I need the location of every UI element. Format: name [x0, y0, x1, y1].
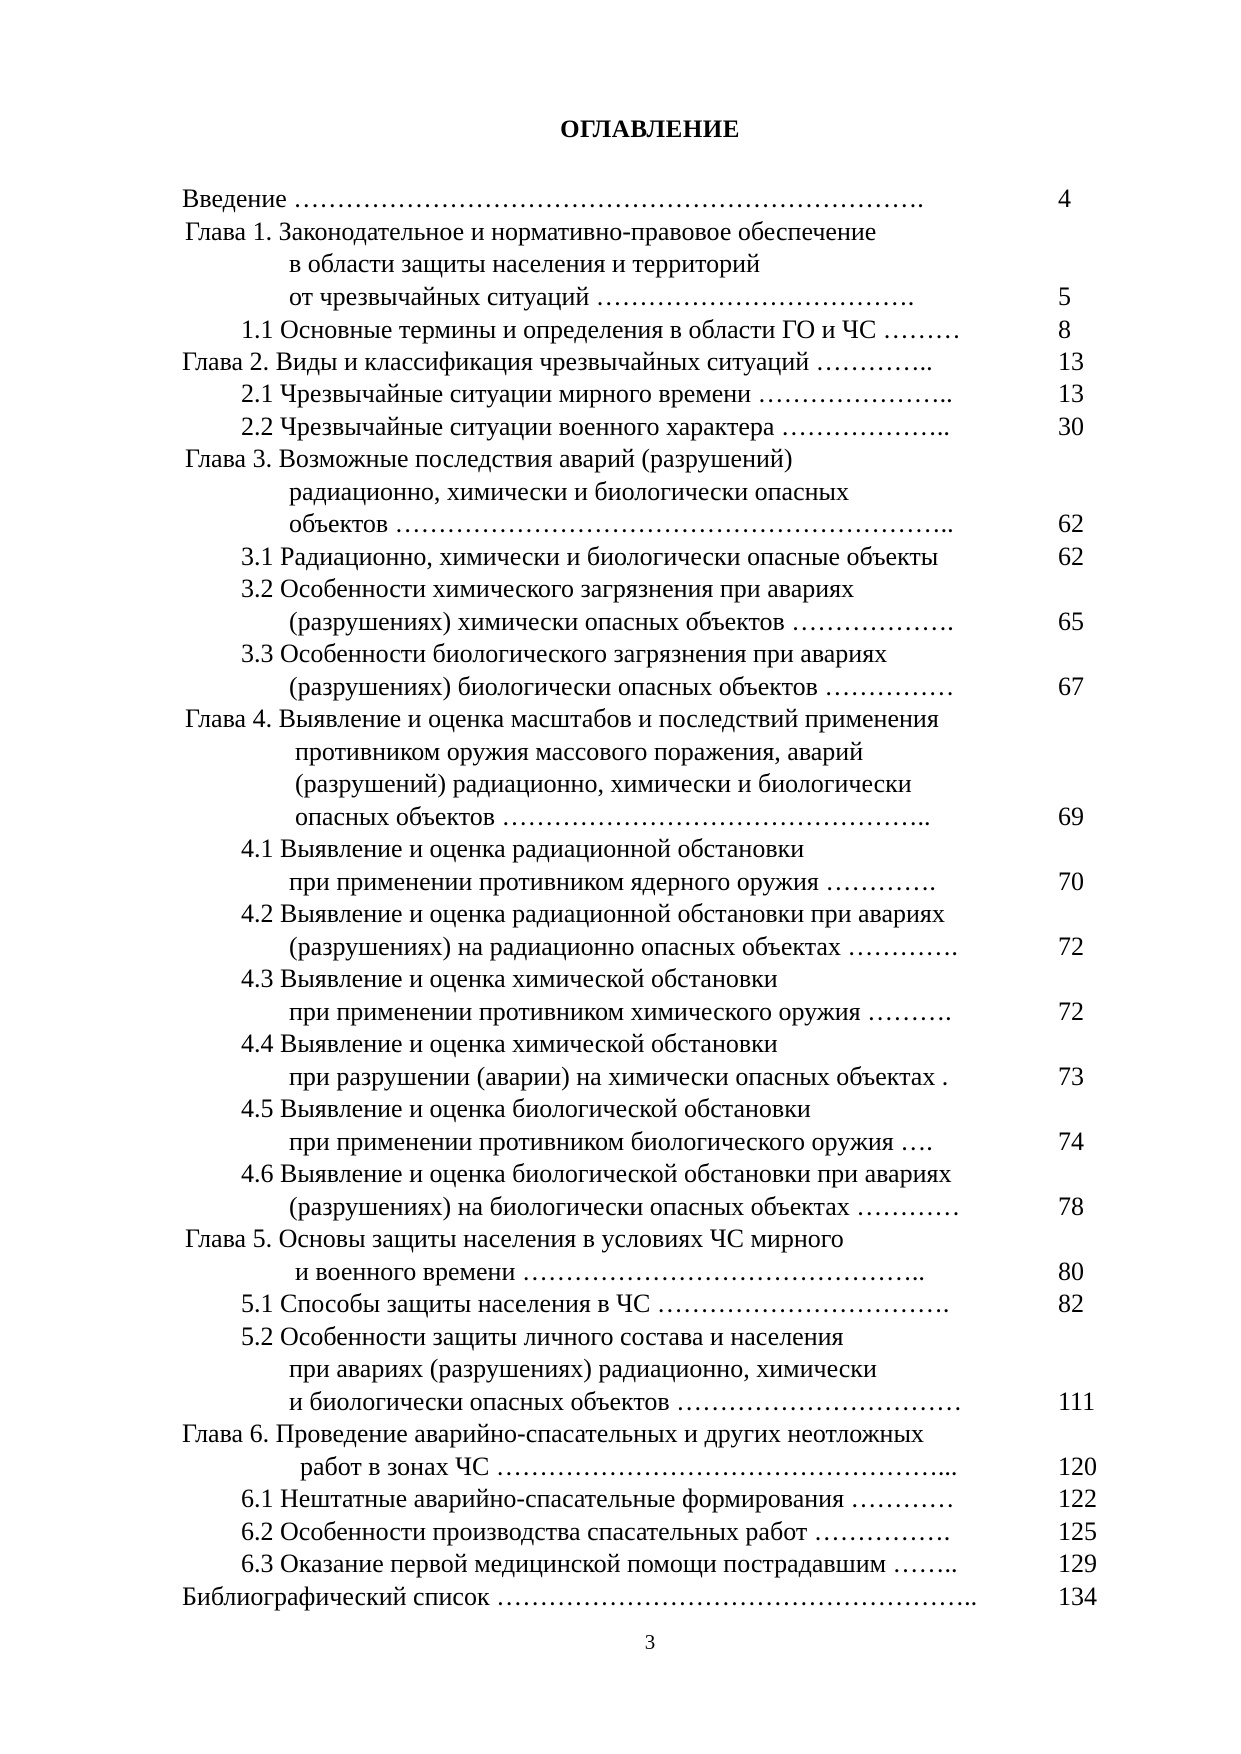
toc-entry — [0, 1061, 1241, 1093]
toc-entry-page: 69 — [1058, 802, 1084, 831]
toc-entry-title: 4.6 Выявление и оценка биологической обстановки при авариях — [241, 1159, 952, 1188]
toc-entry-title: (разрушениях) химически опасных объектов ………………. — [289, 607, 954, 636]
toc-entry-title: в области защиты населения и территорий — [289, 249, 760, 278]
toc-entry — [0, 996, 1241, 1028]
toc-entry — [0, 476, 1241, 508]
toc-entry — [0, 378, 1241, 410]
toc-entry-page: 120 — [1058, 1452, 1097, 1481]
toc-entry-page: 62 — [1058, 542, 1084, 571]
toc-entry-title: 4.5 Выявление и оценка биологической обстановки — [241, 1094, 811, 1123]
toc-entry-title: при применении противником биологического оружия …. — [289, 1127, 933, 1156]
toc-entry — [0, 573, 1241, 605]
toc-entry — [0, 281, 1241, 313]
toc-entry-title: 3.2 Особенности химического загрязнения при авариях — [241, 574, 855, 603]
toc-entry-title: 6.3 Оказание первой медицинской помощи пострадавшим …….. — [241, 1549, 958, 1578]
toc-entry — [0, 1418, 1241, 1450]
toc-entry-page: 72 — [1058, 932, 1084, 961]
toc-entry-title: 4.1 Выявление и оценка радиационной обстановки — [241, 834, 805, 863]
toc-entry-title: (разрушениях) биологически опасных объектов …………… — [289, 672, 955, 701]
toc-entry — [0, 1158, 1241, 1190]
toc-entry — [0, 411, 1241, 443]
toc-entry-title: 3.1 Радиационно, химически и биологически опасные объекты — [241, 542, 939, 571]
toc-entry-title: при авариях (разрушениях) радиационно, химически — [289, 1354, 877, 1383]
toc-entry-title: Библиографический список ……………………………………………….. — [182, 1582, 978, 1611]
toc-entry-title: (разрушениях) на радиационно опасных объектах …………. — [289, 932, 958, 961]
toc-entry — [0, 801, 1241, 833]
toc-entry-title: 3.3 Особенности биологического загрязнения при авариях — [241, 639, 888, 668]
toc-entry-title: Глава 3. Возможные последствия аварий (разрушений) — [185, 444, 793, 473]
toc-entry — [0, 963, 1241, 995]
toc-entry-page: 72 — [1058, 997, 1084, 1026]
toc-entry-title: 5.2 Особенности защиты личного состава и населения — [241, 1322, 844, 1351]
toc-entry-title: от чрезвычайных ситуаций ………………………………. — [289, 282, 915, 311]
toc-entry — [0, 671, 1241, 703]
toc-entry — [0, 1028, 1241, 1060]
toc-entry-page: 5 — [1058, 282, 1071, 311]
toc-entry — [0, 866, 1241, 898]
toc-entry-page: 30 — [1058, 412, 1084, 441]
toc-entry — [0, 1451, 1241, 1483]
toc-entry — [0, 1191, 1241, 1223]
toc-entry-page: 82 — [1058, 1289, 1084, 1318]
toc-entry — [0, 1386, 1241, 1418]
toc-entry-title: и военного времени ……………………………………….. — [295, 1257, 925, 1286]
toc-entry — [0, 638, 1241, 670]
toc-entry-page: 13 — [1058, 347, 1084, 376]
toc-entry — [0, 248, 1241, 280]
toc-entry — [0, 606, 1241, 638]
toc-entry-page: 78 — [1058, 1192, 1084, 1221]
toc-entry — [0, 346, 1241, 378]
toc-entry-page: 70 — [1058, 867, 1084, 896]
toc-entry-title: 1.1 Основные термины и определения в области ГО и ЧС ……… — [241, 315, 961, 344]
toc-entry-title: (разрушений) радиационно, химически и биологически — [295, 769, 912, 798]
toc-entry-title: (разрушениях) на биологически опасных объектах ………… — [289, 1192, 961, 1221]
toc-entry-title: и биологически опасных объектов …………………………… — [289, 1387, 963, 1416]
toc-entry-title: 4.4 Выявление и оценка химической обстановки — [241, 1029, 778, 1058]
toc-entry — [0, 1321, 1241, 1353]
toc-entry — [0, 703, 1241, 735]
toc-entry-title: радиационно, химически и биологически опасных — [289, 477, 850, 506]
page-number: 3 — [644, 1630, 656, 1654]
toc-entry-page: 125 — [1058, 1517, 1097, 1546]
toc-entry-title: Глава 4. Выявление и оценка масштабов и последствий применения — [185, 704, 939, 733]
toc-entry-title: опасных объектов ………………………………………….. — [295, 802, 931, 831]
toc-entry-title: Глава 5. Основы защиты населения в условиях ЧС мирного — [185, 1224, 844, 1253]
toc-entry-page: 8 — [1058, 315, 1071, 344]
toc-entry — [0, 1483, 1241, 1515]
toc-entry — [0, 1256, 1241, 1288]
toc-entry-page: 62 — [1058, 509, 1084, 538]
toc-entry — [0, 183, 1241, 215]
toc-entry-title: при разрушении (аварии) на химически опасных объектах . — [289, 1062, 949, 1091]
toc-entry — [0, 1581, 1241, 1613]
toc-entry — [0, 833, 1241, 865]
toc-entry-title: Глава 2. Виды и классификация чрезвычайных ситуаций ………….. — [182, 347, 933, 376]
toc-entry — [0, 1126, 1241, 1158]
toc-entry-page: 4 — [1058, 184, 1071, 213]
toc-entry-title: 2.1 Чрезвычайные ситуации мирного времени ………………….. — [241, 379, 953, 408]
toc-entry-title: 6.1 Нештатные аварийно-спасательные формирования ………… — [241, 1484, 955, 1513]
toc-entry — [0, 1548, 1241, 1580]
toc-entry-page: 111 — [1058, 1387, 1096, 1416]
toc-entry — [0, 1288, 1241, 1320]
toc-entry — [0, 1223, 1241, 1255]
toc-entry — [0, 1093, 1241, 1125]
toc-entry — [0, 443, 1241, 475]
toc-entry-page: 65 — [1058, 607, 1084, 636]
toc-entry-title: 2.2 Чрезвычайные ситуации военного характера ……………….. — [241, 412, 950, 441]
toc-entry-title: при применении противником ядерного оружия …………. — [289, 867, 936, 896]
toc-entry-title: 5.1 Способы защиты населения в ЧС ……………………………. — [241, 1289, 950, 1318]
toc-entry — [0, 216, 1241, 248]
toc-entry-page: 74 — [1058, 1127, 1084, 1156]
toc-entry-title: 4.3 Выявление и оценка химической обстановки — [241, 964, 778, 993]
toc-entry-title: Глава 1. Законодательное и нормативно-правовое обеспечение — [185, 217, 877, 246]
toc-entry — [0, 898, 1241, 930]
toc-entry — [0, 314, 1241, 346]
toc-entry — [0, 1353, 1241, 1385]
toc-entry-page: 122 — [1058, 1484, 1097, 1513]
toc-entry-title: противником оружия массового поражения, аварий — [295, 737, 864, 766]
toc-entry — [0, 768, 1241, 800]
toc-entry-title: 4.2 Выявление и оценка радиационной обстановки при авариях — [241, 899, 945, 928]
toc-entry-title: Глава 6. Проведение аварийно-спасательных и других неотложных — [182, 1419, 924, 1448]
toc-entry-title: объектов ……………………………………………………….. — [289, 509, 954, 538]
toc-entry-title: при применении противником химического оружия ………. — [289, 997, 952, 1026]
toc-entry-title: работ в зонах ЧС ……………………………………………... — [300, 1452, 958, 1481]
toc-entry — [0, 508, 1241, 540]
toc-heading: ОГЛАВЛЕНИЕ — [560, 116, 740, 143]
toc-entry-page: 134 — [1058, 1582, 1097, 1611]
toc-entry-title: 6.2 Особенности производства спасательных работ ……………. — [241, 1517, 951, 1546]
toc-entry-title: Введение ………………………………………………………………. — [182, 184, 924, 213]
toc-entry-page: 13 — [1058, 379, 1084, 408]
toc-entry — [0, 736, 1241, 768]
toc-entry — [0, 931, 1241, 963]
toc-entry — [0, 541, 1241, 573]
toc-entry-page: 80 — [1058, 1257, 1084, 1286]
toc-entry-page: 73 — [1058, 1062, 1084, 1091]
toc-entry-page: 129 — [1058, 1549, 1097, 1578]
toc-entry — [0, 1516, 1241, 1548]
toc-entry-page: 67 — [1058, 672, 1084, 701]
